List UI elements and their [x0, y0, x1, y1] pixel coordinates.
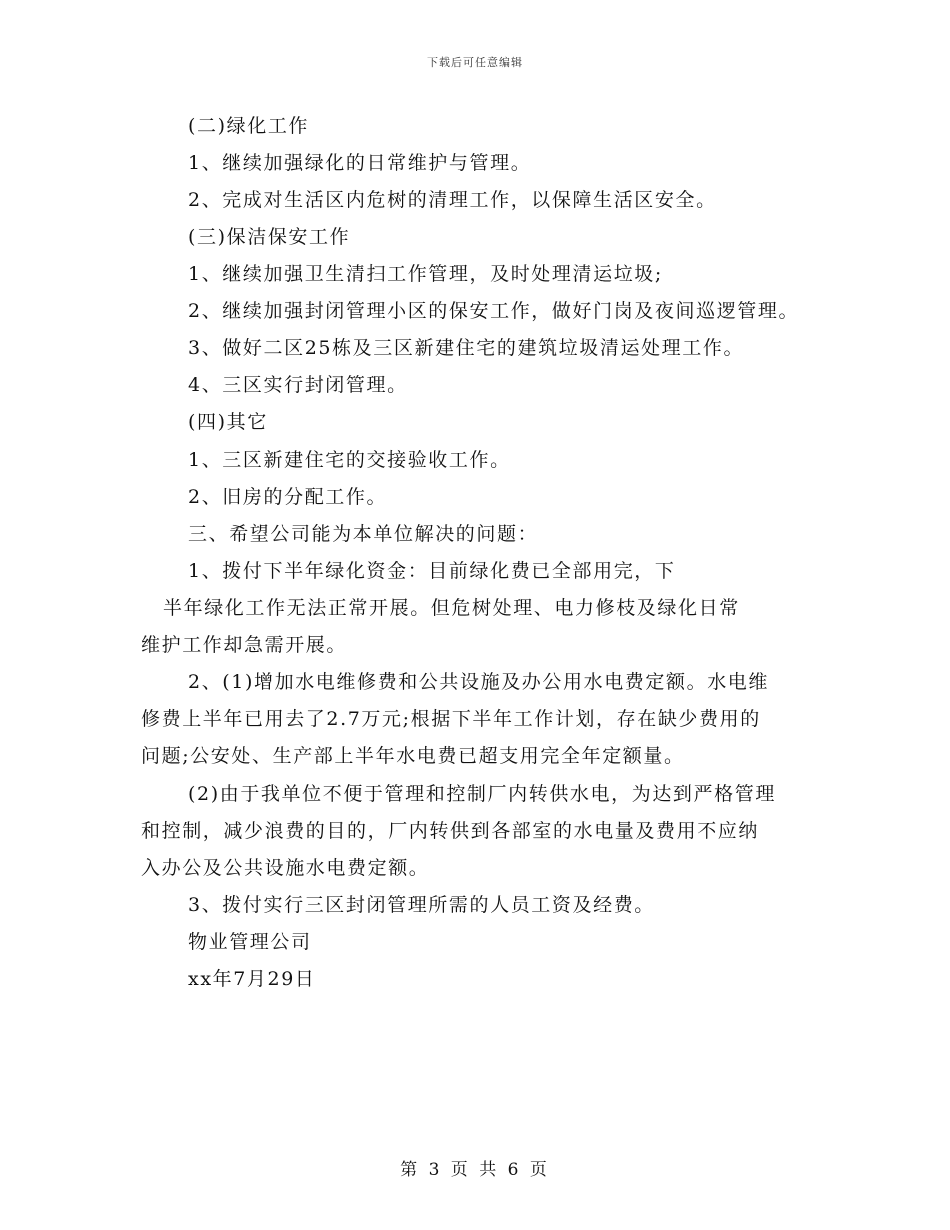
- page-number-footer: 第 3 页 共 6 页: [400, 1160, 550, 1180]
- paragraph-line: 和控制，减少浪费的目的，厂内转供到各部室的水电量及费用不应纳: [141, 820, 760, 842]
- section-heading-greening: (二)绿化工作: [188, 115, 310, 137]
- section-heading-requests: 三、希望公司能为本单位解决的问题：: [188, 523, 539, 545]
- paragraph-line: 3、拨付实行三区封闭管理所需的人员工资及经费。: [188, 894, 655, 916]
- paragraph-line: (2)由于我单位不便于管理和控制厂内转供水电，为达到严格管理: [188, 783, 776, 805]
- header-note: 下载后可任意编辑: [427, 56, 523, 69]
- paragraph-line: 2、旧房的分配工作。: [188, 486, 388, 508]
- paragraph-line: 问题;公安处、生产部上半年水电费已超支用完全年定额量。: [141, 745, 685, 767]
- paragraph-line: 1、继续加强绿化的日常维护与管理。: [188, 152, 532, 174]
- paragraph-line: 维护工作却急需开展。: [141, 634, 348, 656]
- paragraph-line: 3、做好二区25栋及三区新建住宅的建筑垃圾清运处理工作。: [188, 337, 745, 359]
- paragraph-line: 半年绿化工作无法正常开展。但危树处理、电力修枝及绿化日常: [163, 597, 740, 619]
- section-heading-cleaning-security: (三)保洁保安工作: [188, 226, 351, 248]
- signature-date: xx年7月29日: [188, 968, 316, 990]
- signature-organization: 物业管理公司: [188, 931, 312, 953]
- section-heading-other: (四)其它: [188, 411, 268, 433]
- paragraph-line: 2、完成对生活区内危树的清理工作，以保障生活区安全。: [188, 189, 717, 211]
- paragraph-line: 2、继续加强封闭管理小区的保安工作，做好门岗及夜间巡逻管理。: [188, 300, 800, 322]
- paragraph-line: 修费上半年已用去了2.7万元;根据下半年工作计划，存在缺少费用的: [141, 708, 761, 730]
- paragraph-line: 入办公及公共设施水电费定额。: [141, 857, 430, 879]
- paragraph-line: 1、拨付下半年绿化资金：目前绿化费已全部用完，下: [188, 560, 676, 582]
- paragraph-line: 1、三区新建住宅的交接验收工作。: [188, 449, 511, 471]
- paragraph-line: 4、三区实行封闭管理。: [188, 374, 408, 396]
- paragraph-line: 2、(1)增加水电维修费和公共设施及办公用水电费定额。水电维: [188, 671, 770, 693]
- paragraph-line: 1、继续加强卫生清扫工作管理，及时处理清运垃圾;: [188, 263, 663, 285]
